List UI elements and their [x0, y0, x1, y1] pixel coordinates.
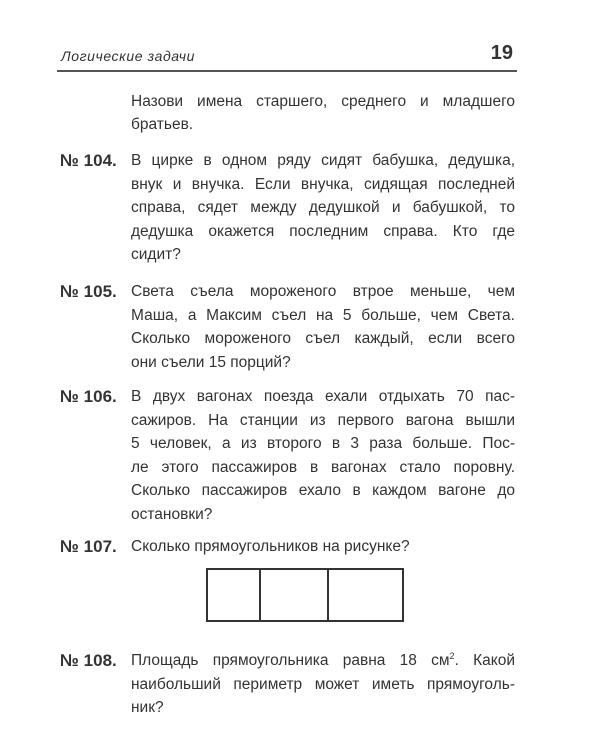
- text-line: ле этого пассажиров в вагонах стало поровну.: [131, 458, 515, 476]
- problem-number: № 105.: [60, 282, 117, 301]
- text-line: внук и внучка. Если внучка, сидящая последней: [131, 175, 515, 193]
- text-line: ник?: [131, 699, 164, 716]
- text-segment: Площадь прямоугольника равна 18 см: [131, 652, 450, 669]
- text-segment: . Какой: [454, 652, 516, 669]
- problem-number: № 107.: [60, 537, 117, 556]
- figure-divider: [259, 570, 261, 620]
- header-rule: [57, 70, 517, 72]
- text-line: В цирке в одном ряду сидят бабушка, дедушка,: [131, 152, 515, 169]
- problem-number: № 104.: [60, 151, 117, 170]
- problem-number: № 106.: [60, 387, 117, 406]
- text-line: Света съела мороженого втрое меньше, чем: [131, 283, 515, 300]
- text-line: дедушка окажется последним справа. Кто где: [131, 222, 515, 240]
- superscript: 2: [449, 651, 455, 661]
- text-line: Сколько мороженого съел каждый, если всего: [131, 330, 515, 347]
- text-line: [131, 649, 515, 673]
- text-line: они съели 15 порций?: [131, 353, 291, 371]
- text-line: справа, сядет между дедушкой и бабушкой, то: [131, 199, 515, 216]
- problem-number: № 108.: [60, 651, 117, 670]
- running-title: Логические задачи: [61, 48, 195, 64]
- text-line: Назови имена старшего, среднего и младшего: [131, 93, 515, 110]
- text-line: остановки?: [131, 505, 213, 523]
- text-line: Сколько пассажиров ехало в каждом вагоне до: [131, 482, 515, 499]
- rectangles-figure: [206, 568, 404, 622]
- text-line: В двух вагонах поезда ехали отдыхать 70 пас-: [131, 388, 515, 405]
- page-header: [57, 40, 517, 70]
- text-line: 5 человек, а из второго в 3 раза больше. Пос-: [131, 435, 515, 452]
- text-line: сидит?: [131, 246, 181, 263]
- text-line: сажиров. На станции из первого вагона вышли: [131, 411, 515, 429]
- page-number: 19: [490, 42, 513, 64]
- text-line: братьев.: [131, 116, 194, 133]
- text-line: наибольший периметр может иметь прямоуголь-: [131, 675, 515, 693]
- text-line: Маша, а Максим съел на 5 больше, чем Света.: [131, 306, 515, 324]
- text-line: Сколько прямоугольников на рисунке?: [131, 538, 410, 555]
- figure-divider: [327, 570, 329, 620]
